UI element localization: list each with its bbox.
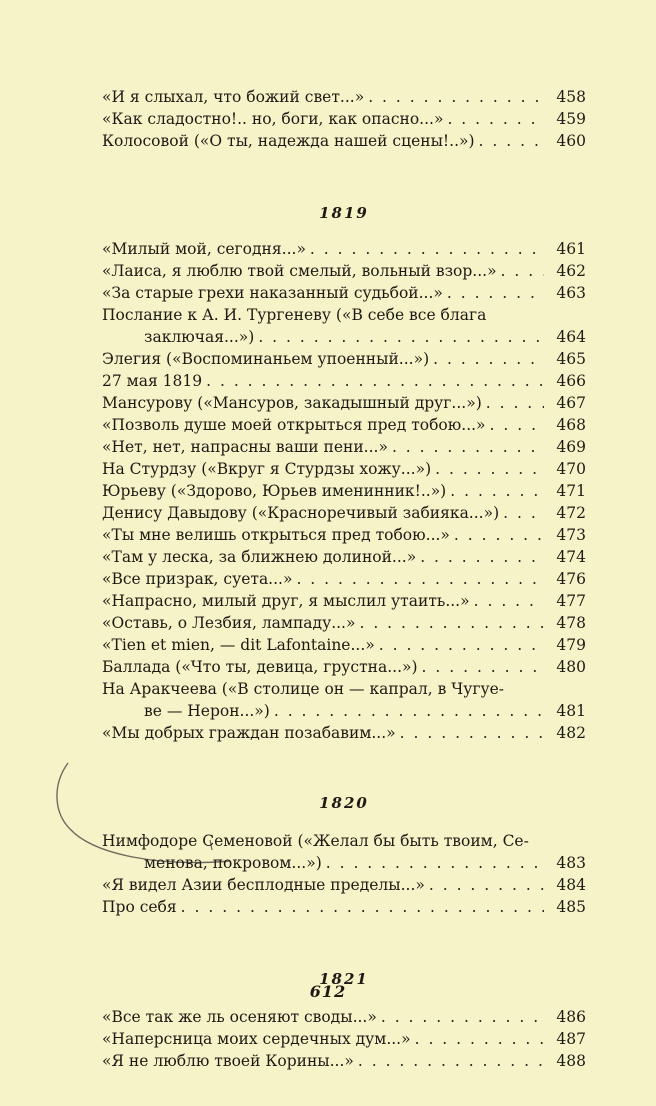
entry-title: На Аракчеева («В столице он — капрал, в Чугуе- xyxy=(102,680,504,698)
dot-leader xyxy=(270,700,544,722)
dot-leader xyxy=(354,1050,544,1072)
entry-page: 469 xyxy=(556,438,586,456)
dot-leader xyxy=(202,370,544,392)
entry-line xyxy=(102,414,586,436)
page-number: 612 xyxy=(309,982,347,1001)
dot-leader xyxy=(364,86,544,108)
toc-entry xyxy=(102,656,586,678)
entry-page: 458 xyxy=(556,88,586,106)
dot-leader xyxy=(475,130,544,152)
entry-title: Денису Давыдову («Красноречивый забияка...») xyxy=(102,504,500,522)
toc-entry xyxy=(102,414,586,436)
year-heading: 1821 xyxy=(319,970,369,988)
entry-line xyxy=(102,304,586,326)
entry-page: 460 xyxy=(556,132,586,150)
toc-entry xyxy=(102,458,586,480)
entry-page: 482 xyxy=(556,724,586,742)
entry-page: 474 xyxy=(556,548,586,566)
toc-entry xyxy=(102,546,586,568)
toc-entry xyxy=(102,348,586,370)
entry-title: Нимфодоре Семеновой («Желал бы быть твоим, Се- xyxy=(102,832,529,850)
toc-entry xyxy=(102,1028,586,1050)
entry-page: 478 xyxy=(556,614,586,632)
year-heading: 1820 xyxy=(319,794,369,812)
entry-page: 483 xyxy=(556,854,586,872)
entry-page: 477 xyxy=(556,592,586,610)
entry-page: 481 xyxy=(556,702,586,720)
dot-leader xyxy=(306,238,544,260)
toc-entry xyxy=(102,502,586,524)
toc-entry xyxy=(102,612,586,634)
entry-page: 459 xyxy=(556,110,586,128)
entry-page: 476 xyxy=(556,570,586,588)
entry-title: Баллада («Что ты, девица, грустна...») xyxy=(102,658,418,676)
dot-leader xyxy=(446,480,544,502)
entry-title: «Ты мне велишь открыться пред тобою...» xyxy=(102,526,450,544)
entry-title: Колосовой («О ты, надежда нашей сцены!..») xyxy=(102,132,475,150)
entry-title: «И я слыхал, что божий свет...» xyxy=(102,88,365,106)
year-heading: 1819 xyxy=(319,204,369,222)
entry-page: 466 xyxy=(556,372,586,390)
entry-line xyxy=(102,458,586,480)
entry-title: «Мы добрых граждан позабавим...» xyxy=(102,724,396,742)
dot-leader xyxy=(292,568,544,590)
entry-title: заключая...») xyxy=(144,328,255,346)
entry-line xyxy=(102,852,586,874)
entry-title: Послание к А. И. Тургеневу («В себе все блага xyxy=(102,306,487,324)
toc-entry xyxy=(102,634,586,656)
entry-line xyxy=(102,612,586,634)
entry-page: 473 xyxy=(556,526,586,544)
entry-line xyxy=(102,130,586,152)
entry-line xyxy=(102,896,586,918)
entry-line xyxy=(102,502,586,524)
dot-leader xyxy=(497,260,544,282)
dot-leader xyxy=(470,590,544,612)
toc-entry xyxy=(102,436,586,458)
entry-title: «Там у леска, за ближнею долиной...» xyxy=(102,548,417,566)
dot-leader xyxy=(450,524,544,546)
entry-title: «Позволь душе моей открыться пред тобою...» xyxy=(102,416,486,434)
dot-leader xyxy=(431,458,544,480)
entry-page: 468 xyxy=(556,416,586,434)
dot-leader xyxy=(375,634,544,656)
toc-entry xyxy=(102,130,586,152)
toc-entry xyxy=(102,108,586,130)
toc-entry xyxy=(102,392,586,414)
entry-line xyxy=(102,590,586,612)
entry-page: 461 xyxy=(556,240,586,258)
entry-page: 463 xyxy=(556,284,586,302)
entry-line xyxy=(102,524,586,546)
dot-leader xyxy=(254,326,544,348)
entry-line xyxy=(102,238,586,260)
toc-entry xyxy=(102,480,586,502)
toc-entry xyxy=(102,830,586,874)
entry-line xyxy=(102,1006,586,1028)
toc-entry xyxy=(102,1050,586,1072)
entry-line xyxy=(102,392,586,414)
entry-title: «Все так же ль осеняют своды...» xyxy=(102,1008,377,1026)
entry-title: «За старые грехи наказанный судьбой...» xyxy=(102,284,443,302)
entry-title: «Напрасно, милый друг, я мыслил утаить...» xyxy=(102,592,470,610)
dot-leader xyxy=(443,282,544,304)
entry-page: 487 xyxy=(556,1030,586,1048)
entry-title: ве — Нерон...») xyxy=(144,702,270,720)
dot-leader xyxy=(411,1028,544,1050)
entry-page: 471 xyxy=(556,482,586,500)
entry-line xyxy=(102,874,586,896)
entry-page: 465 xyxy=(556,350,586,368)
entry-title: «Лаиса, я люблю твой смелый, вольный взор...» xyxy=(102,262,497,280)
entry-line xyxy=(102,370,586,392)
entry-line xyxy=(102,830,586,852)
toc-entry xyxy=(102,260,586,282)
entry-line xyxy=(102,1050,586,1072)
toc-section xyxy=(102,202,586,744)
entry-title: «Я не люблю твоей Корины...» xyxy=(102,1052,354,1070)
entry-line xyxy=(102,282,586,304)
entry-line xyxy=(102,1028,586,1050)
entry-line xyxy=(102,546,586,568)
dot-leader xyxy=(416,546,544,568)
dot-leader xyxy=(499,502,544,524)
entry-title: «Как сладостно!.. но, боги, как опасно...» xyxy=(102,110,444,128)
toc-entry xyxy=(102,86,586,108)
dot-leader xyxy=(322,852,544,874)
entry-title: «Я видел Азии бесплодные пределы...» xyxy=(102,876,425,894)
entry-page: 479 xyxy=(556,636,586,654)
toc-entry xyxy=(102,282,586,304)
dot-leader xyxy=(429,348,544,370)
entry-line xyxy=(102,568,586,590)
entry-line xyxy=(102,260,586,282)
entry-title: Элегия («Воспоминаньем упоенный...») xyxy=(102,350,430,368)
dot-leader xyxy=(443,108,544,130)
entry-title: Юрьеву («Здорово, Юрьев именинник!..») xyxy=(102,482,447,500)
entry-title: «Нет, нет, напрасны ваши пени...» xyxy=(102,438,388,456)
entry-title: На Стурдзу («Вкруг я Стурдзы хожу...») xyxy=(102,460,432,478)
entry-page: 486 xyxy=(556,1008,586,1026)
toc-section xyxy=(102,792,586,918)
toc-entry xyxy=(102,590,586,612)
table-of-contents xyxy=(102,86,586,1072)
toc-entry xyxy=(102,370,586,392)
entry-line xyxy=(102,326,586,348)
entry-page: 488 xyxy=(556,1052,586,1070)
entry-title: «Tien et mien, — dit Lafontaine...» xyxy=(102,636,375,654)
dot-leader xyxy=(355,612,544,634)
entry-title: менова, покровом...») xyxy=(144,854,322,872)
toc-entry xyxy=(102,1006,586,1028)
toc-entry xyxy=(102,568,586,590)
dot-leader xyxy=(177,896,544,918)
entry-line xyxy=(102,86,586,108)
entry-page: 485 xyxy=(556,898,586,916)
entry-title: «Все призрак, суета...» xyxy=(102,570,293,588)
entry-line xyxy=(102,108,586,130)
entry-line xyxy=(102,678,586,700)
toc-entry xyxy=(102,722,586,744)
entry-title: 27 мая 1819 xyxy=(102,372,203,390)
entry-line xyxy=(102,634,586,656)
entry-page: 470 xyxy=(556,460,586,478)
toc-entry xyxy=(102,238,586,260)
entry-title: «Наперсница моих сердечных дум...» xyxy=(102,1030,411,1048)
dot-leader xyxy=(486,414,544,436)
entry-page: 484 xyxy=(556,876,586,894)
entry-page: 464 xyxy=(556,328,586,346)
dot-leader xyxy=(418,656,544,678)
entry-title: «Милый мой, сегодня...» xyxy=(102,240,306,258)
entry-line xyxy=(102,436,586,458)
dot-leader xyxy=(425,874,544,896)
toc-section xyxy=(102,86,586,152)
entry-page: 467 xyxy=(556,394,586,412)
dot-leader xyxy=(377,1006,544,1028)
entry-page: 462 xyxy=(556,262,586,280)
dot-leader xyxy=(482,392,544,414)
entry-title: «Оставь, о Лезбия, лампаду...» xyxy=(102,614,356,632)
toc-entry xyxy=(102,304,586,348)
dot-leader xyxy=(396,722,544,744)
toc-entry xyxy=(102,678,586,722)
entry-title: Мансурову («Мансуров, закадышный друг...») xyxy=(102,394,482,412)
entry-line xyxy=(102,656,586,678)
entry-line xyxy=(102,480,586,502)
toc-entry xyxy=(102,524,586,546)
entry-page: 480 xyxy=(556,658,586,676)
toc-entry xyxy=(102,896,586,918)
entry-line xyxy=(102,700,586,722)
entry-page: 472 xyxy=(556,504,586,522)
entry-line xyxy=(102,722,586,744)
entry-line xyxy=(102,348,586,370)
dot-leader xyxy=(388,436,544,458)
entry-title: Про себя xyxy=(102,898,177,916)
toc-entry xyxy=(102,874,586,896)
